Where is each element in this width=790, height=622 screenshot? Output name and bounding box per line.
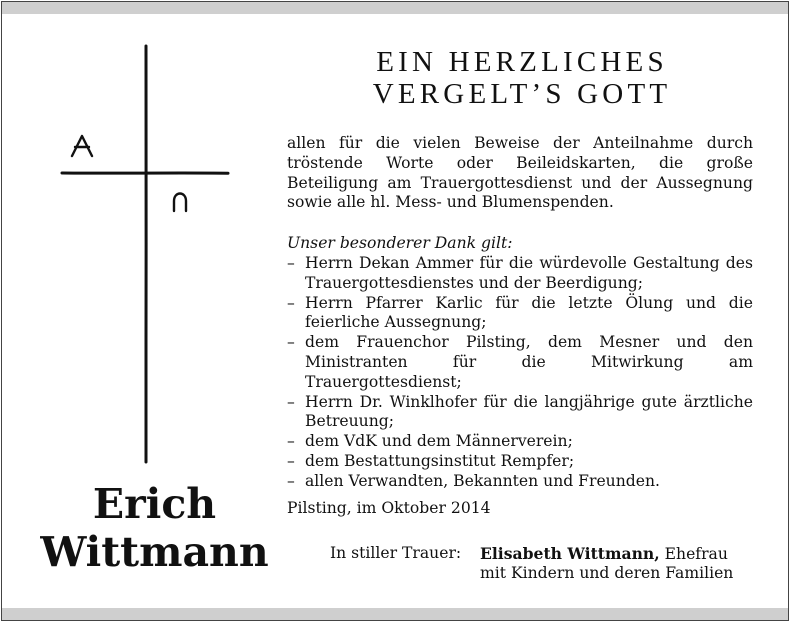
title-line-2: VERGELT’S GOTT <box>372 78 672 110</box>
deceased-first-name: Erich <box>92 480 217 528</box>
alpha-symbol <box>72 136 92 156</box>
list-item: – dem Frauenchor Pilsting, dem Mesner und den Ministranten für die Mitwirkung am Trauergottesdienst; <box>287 333 753 392</box>
list-item: – Herrn Dr. Winklhofer für die langjährige gute ärztliche Betreuung; <box>287 393 753 433</box>
top-border-band <box>2 2 788 14</box>
list-item: – Herrn Pfarrer Karlic für die letzte Ölung und die feierliche Aussegnung; <box>287 294 753 334</box>
deceased-last-name: Wittmann <box>40 528 269 576</box>
list-item: – allen Verwandten, Bekannten und Freunden. <box>287 472 753 492</box>
cross-alpha-omega-icon <box>60 44 230 464</box>
signature-family-line: mit Kindern und deren Familien <box>480 564 734 582</box>
list-item: – dem Bestattungsinstitut Rempfer; <box>287 452 753 472</box>
bottom-border-band <box>2 608 788 620</box>
list-item: – Herrn Dekan Ammer für die würdevolle Gestaltung des Trauergottesdienstes und der Beerdigung; <box>287 254 753 294</box>
intro-paragraph: allen für die vielen Beweise der Anteilnahme durch tröstende Worte oder Beileidskarten, die große Beteiligung am Trauergottesdienst und der Aussegnung sowie alle hl. Mess- und Blumenspenden. <box>287 134 753 212</box>
thanks-title: Unser besonderer Dank gilt: <box>287 234 513 252</box>
deceased-name <box>32 480 277 576</box>
signature-name-line <box>480 544 728 565</box>
omega-symbol <box>174 194 186 212</box>
page-title <box>287 46 757 110</box>
list-item: – dem VdK und dem Männerverein; <box>287 432 753 452</box>
title-line-1: EIN HERZLICHES <box>376 46 668 78</box>
mourner-name: Elisabeth Wittmann, <box>480 544 660 563</box>
signature-label: In stiller Trauer: <box>330 544 462 562</box>
obituary-page <box>1 1 789 621</box>
mourner-relation: Ehefrau <box>664 545 728 563</box>
place-date: Pilsting, im Oktober 2014 <box>287 499 491 517</box>
thanks-list <box>287 254 753 492</box>
